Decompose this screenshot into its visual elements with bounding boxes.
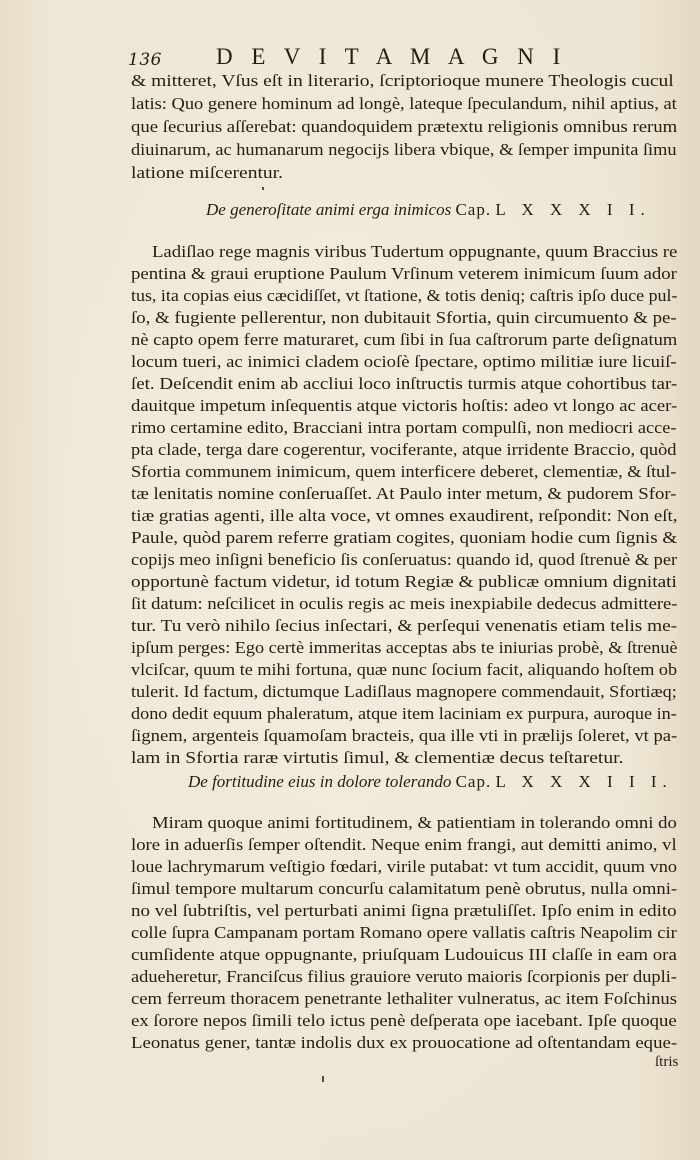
text-line: Miram quoque animi fortitudinem, & patientiam in tolerando omni do bbox=[152, 813, 677, 832]
text-line: vlciſcar, quum te mihi fortuna, quæ nunc ſocium facit, aliquando hoſtem ob bbox=[131, 660, 678, 679]
text-line: ex ſorore nepos ſimili telo ictus penè deſperata ope iacebant. Ipſe quoque bbox=[131, 1011, 677, 1030]
text-line: latis: Quo genere hominum ad longè, lateque ſpeculandum, nihil aptius, at bbox=[131, 94, 677, 113]
catchword: ſtris bbox=[655, 1054, 679, 1070]
text-line: locum tueri, ac inimici cladem ocioſè ſpectare, optimo militiæ iure licuiſ- bbox=[131, 352, 677, 371]
text-line: rimo certamine edito, Bracciani intra portam compulſi, non mediocri acce- bbox=[131, 418, 677, 437]
chapter-cap-label: Cap. bbox=[455, 772, 492, 791]
text-line: dono dedit equum phaleratum, atque item laciniam ex purpura, auroque in- bbox=[131, 704, 677, 723]
text-line: ſo, & fugiente pellerentur, non dubitauit Sfortia, quin circumuento & pe- bbox=[131, 308, 677, 327]
text-line: copijs meo inſigni beneficio ſis conſeruatus: quando id, quod ſtrenuè & per bbox=[131, 550, 678, 569]
text-line: lam in Sfortia raræ virtutis ſimul, & clementiæ decus teſtaretur. bbox=[131, 748, 624, 767]
text-line: pentina & graui eruptione Paulum Vrſinum veterem inimicum ſuum ador bbox=[131, 264, 677, 283]
text-line: colle ſupra Campanam portam Romano opere vallatis caſtris Neapolim cir bbox=[131, 923, 677, 942]
text-line: tæ lenitatis nomine conſeruaſſet. At Paulo inter metum, & pudorem Sfor- bbox=[131, 484, 677, 503]
text-line: ſit datum: neſcilicet in oculis regis ac meis inexpiabile dedecus admittere- bbox=[131, 594, 678, 613]
chapter-heading bbox=[188, 771, 673, 793]
text-line: ſet. Deſcendit enim ab accliui loco inſtructis turmis atque cohortibus tar- bbox=[131, 374, 678, 393]
text-line: opportunè factum videtur, id totum Regiæ & publicæ omnium dignitati bbox=[131, 572, 677, 591]
page-number: 136 bbox=[128, 50, 162, 70]
chapter-number: L X X X I I I. bbox=[495, 772, 673, 791]
chapter-number: L X X X I I. bbox=[495, 200, 651, 219]
text-line: adueheretur, Franciſcus filius grauiore veruto maioris ſcorpionis per dupli- bbox=[131, 967, 677, 986]
text-line: tur. Tu verò nihilo ſecius inſectari, & perſequi venenatis etiam telis me- bbox=[131, 616, 678, 635]
text-line: dauitque impetum inſequentis atque victoris hoſtis: adeo vt longo ac acer- bbox=[131, 396, 678, 415]
text-line: que ſecurius aſſerebat: quandoquidem prætextu religionis omnibus rerum bbox=[131, 117, 678, 136]
text-line: tulerit. Id factum, dictumque Ladiſlaus magnopere commendauit, Sfortiæq; bbox=[131, 682, 677, 701]
chapter-heading bbox=[206, 199, 651, 221]
ink-speck bbox=[322, 1076, 324, 1082]
running-title: D E V I T A M A G N I bbox=[216, 44, 567, 69]
text-line: tus, ita copias eius cæcidiſſet, vt ſtatione, & totis deniq; caſtris ipſo duce pul- bbox=[131, 286, 678, 305]
chapter-title: De fortitudine eius in dolore tolerando bbox=[188, 772, 452, 791]
text-line: nè capto opem ferre maturaret, cum ſibi in ſua caſtrorum parte deſignatum bbox=[131, 330, 678, 349]
text-line: loue lachrymarum veſtigio fœdari, virile putabat: vt tum accidit, quum vno bbox=[131, 857, 678, 876]
text-line: pta clade, terga dare cogerentur, vociferante, atque irridente Braccio, quòd bbox=[131, 440, 677, 459]
text-line: tiæ gratias agenti, ille alta voce, vt omnes exaudirent, reſpondit: Non eſt, bbox=[131, 506, 678, 525]
text-line: Ladiſlao rege magnis viribus Tudertum oppugnante, quum Braccius re bbox=[152, 242, 678, 261]
text-line: latione miſcerentur. bbox=[131, 163, 284, 182]
text-line: ſimul tempore multarum concurſu calamitatum penè obrutus, nulla omni- bbox=[131, 879, 678, 898]
text-line: lore in aduerſis ſemper oſtendit. Neque enim frangi, aut demitti animo, vl bbox=[131, 835, 677, 854]
chapter-title: De generoſitate animi erga inimicos bbox=[206, 200, 452, 219]
text-line: Sfortia communem inimicum, quem interficere deberet, clementiæ, & ſtul- bbox=[131, 462, 677, 481]
text-line: Leonatus gener, tantæ indolis dux ex prouocatione ad oſtentandam eque- bbox=[131, 1033, 678, 1052]
text-line: ſignem, argenteis ſquamoſam bracteis, qua ille vti in prælijs ſoleret, vt pa- bbox=[131, 726, 678, 745]
text-line: no vel ſubtriſtis, vel perturbati animi ſigna prætuliſſet. Ipſo enim in edito bbox=[131, 901, 677, 920]
ink-speck bbox=[262, 187, 264, 190]
text-line: Paule, quòd parem referre gratiam cogites, quoniam hodie cum ſignis & bbox=[131, 528, 678, 547]
text-line: ipſum perges: Ego certè immeritas acceptas abs te iniurias probè, & ſtrenuè bbox=[131, 638, 678, 657]
text-line: diuinarum, ac humanarum negocijs libera vbique, & ſemper impunita ſimu bbox=[131, 140, 677, 159]
chapter-cap-label: Cap. bbox=[455, 200, 492, 219]
text-line: & mitteret, Vſus eſt in literario, ſcriptorioque munere Theologis cucul bbox=[131, 71, 674, 90]
text-line: cem ferreum thoracem penetrante lethaliter vulneratus, ac item Foſchinus bbox=[131, 989, 678, 1008]
text-line: cumſidente atque oppugnante, priuſquam Ludouicus III claſſe in eam ora bbox=[131, 945, 677, 964]
